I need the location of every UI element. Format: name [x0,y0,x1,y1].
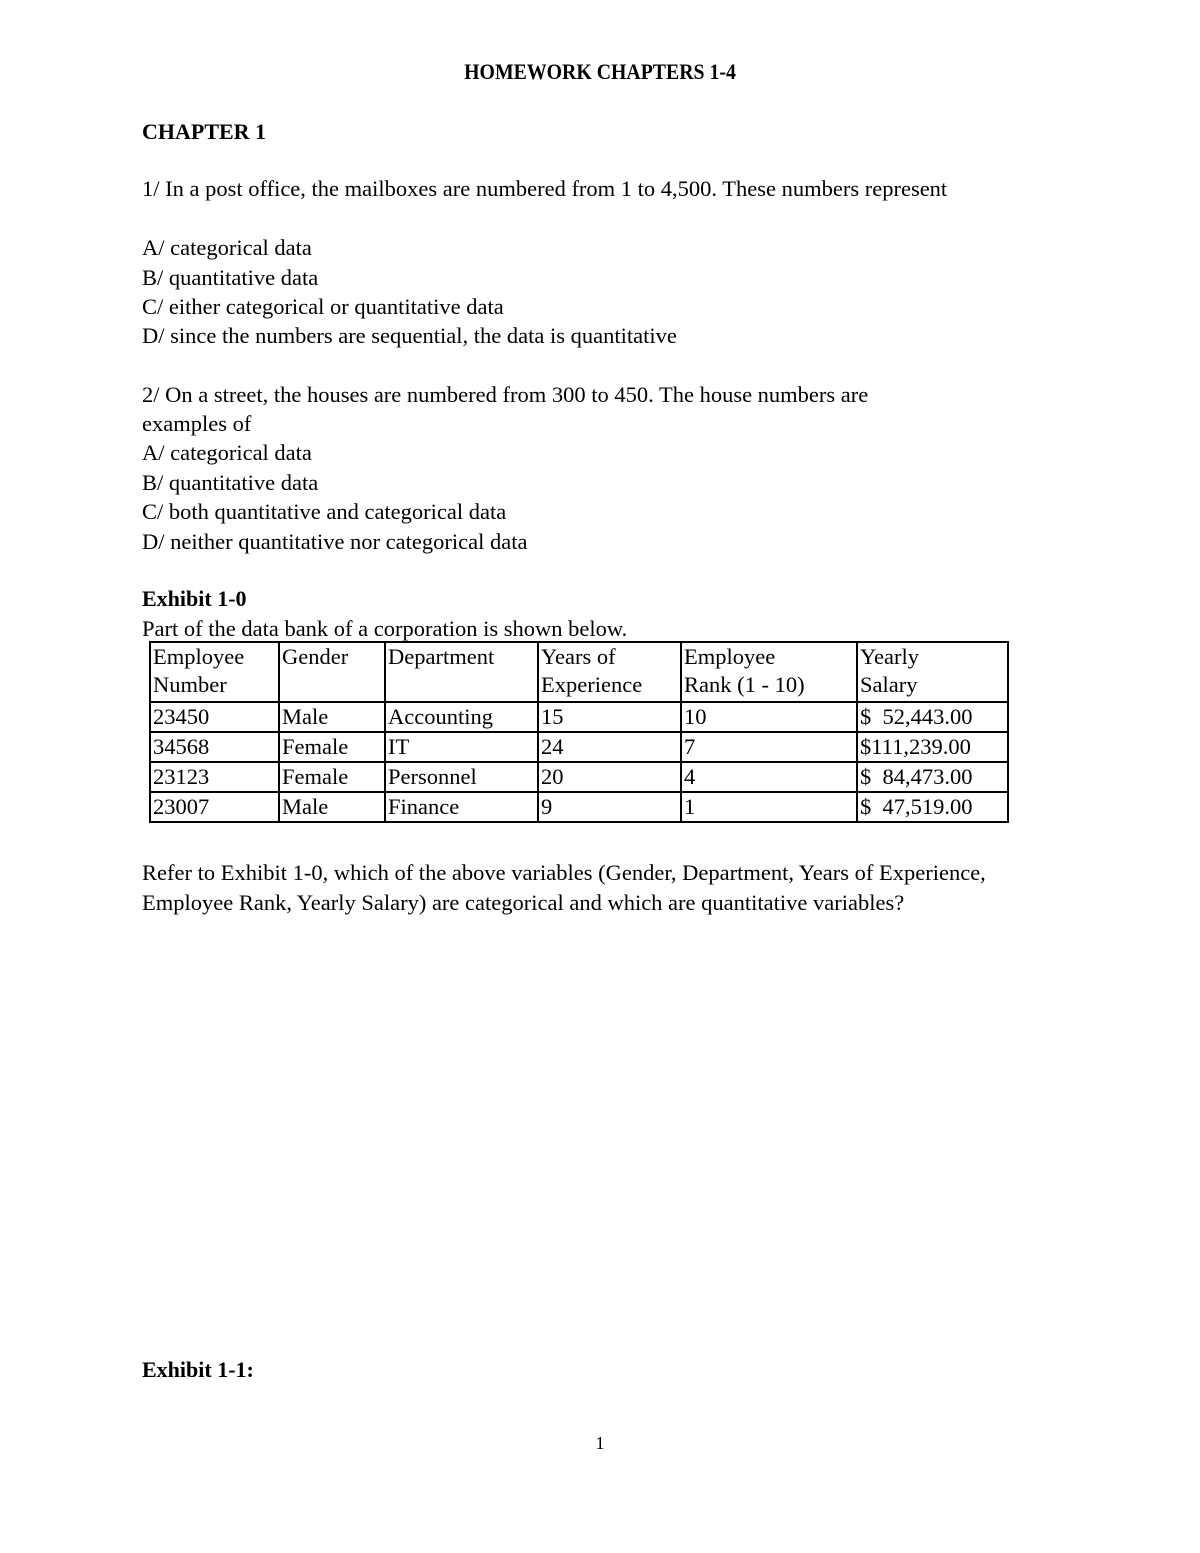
header-cell [681,642,857,702]
table-cell: $ 47,519.00 [857,792,1008,822]
table-cell: Male [279,792,385,822]
header-text-line-2: Salary [860,672,918,697]
table-cell: 7 [681,732,857,762]
table-cell: Female [279,732,385,762]
question-1-option-c: C/ either categorical or quantitative data [142,294,504,319]
table-row [150,702,1008,732]
header-cell [279,642,385,702]
header-text-line-2: Number [153,672,227,697]
header-text-line-1: Department [388,644,495,669]
chapter-heading: CHAPTER 1 [142,119,267,144]
table-row [150,762,1008,792]
table-row [150,732,1008,762]
header-text-line-1: Employee [684,644,776,669]
table-cell: 23123 [150,762,279,792]
table-cell: 10 [681,702,857,732]
table-cell: Finance [385,792,538,822]
table-cell: 4 [681,762,857,792]
table-cell: Male [279,702,385,732]
exhibit-1-1-heading: Exhibit 1-1: [142,1357,254,1382]
question-2-option-d: D/ neither quantitative nor categorical data [142,529,528,554]
table-cell: 24 [538,732,681,762]
header-cell [385,642,538,702]
question-2-option-a: A/ categorical data [142,440,312,465]
question-1-option-d: D/ since the numbers are sequential, the data is quantitative [142,323,677,348]
header-text-line-2: Experience [541,672,643,697]
table-header-row [150,642,1008,702]
header-text-line-2: Rank (1 - 10) [684,672,805,697]
exhibit-question-text: Refer to Exhibit 1-0, which of the above variables (Gender, Department, Years of Experience, Employee Rank, Yearly Salary) are categorical and which are quantitative variables? [142,860,986,915]
table-cell: 23007 [150,792,279,822]
exhibit-1-0-table [149,641,1009,823]
table-cell: IT [385,732,538,762]
exhibit-1-0-caption: Part of the data bank of a corporation is shown below. [142,616,628,641]
header-text-line-1: Employee [153,644,245,669]
table-cell: $ 84,473.00 [857,762,1008,792]
exhibit-1-0-heading: Exhibit 1-0 [142,586,247,611]
header-cell [150,642,279,702]
header-text-line-1: Gender [282,644,349,669]
table-cell: 15 [538,702,681,732]
table-cell: Female [279,762,385,792]
table-cell: 1 [681,792,857,822]
header-text-line-1: Years of [541,644,616,669]
table-cell: Personnel [385,762,538,792]
page-title: HOMEWORK CHAPTERS 1-4 [464,59,736,84]
table-cell: $ 52,443.00 [857,702,1008,732]
table-cell: $111,239.00 [857,732,1008,762]
question-2-option-c: C/ both quantitative and categorical data [142,499,507,524]
table-cell: 9 [538,792,681,822]
table-cell: 20 [538,762,681,792]
header-text-line-1: Yearly [860,644,919,669]
question-1-option-a: A/ categorical data [142,235,312,260]
question-2-stem-line-2: examples of [142,411,252,436]
question-1-stem: 1/ In a post office, the mailboxes are numbered from 1 to 4,500. These numbers represent [142,176,948,201]
question-2-stem-line-1: 2/ On a street, the houses are numbered from 300 to 450. The house numbers are [142,382,869,407]
header-cell [857,642,1008,702]
page-number: 1 [595,1433,605,1453]
table-cell: Accounting [385,702,538,732]
table-cell: 34568 [150,732,279,762]
question-1-option-b: B/ quantitative data [142,265,319,290]
question-2-option-b: B/ quantitative data [142,470,319,495]
table-cell: 23450 [150,702,279,732]
table-row [150,792,1008,822]
header-cell [538,642,681,702]
